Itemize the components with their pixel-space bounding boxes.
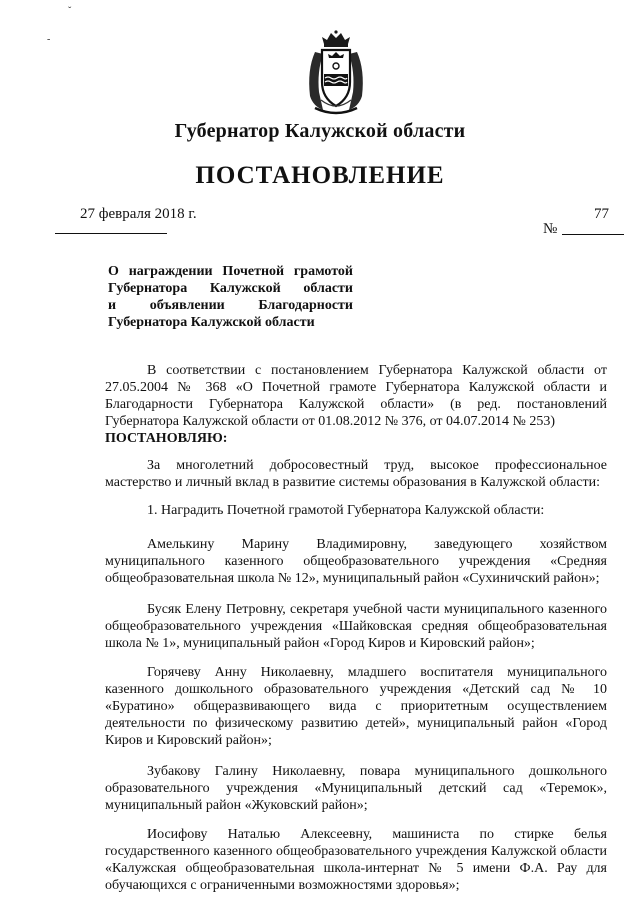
number-sign: № <box>543 221 558 237</box>
awardee-paragraph <box>105 536 607 587</box>
subject-line: О награждении Почетной грамотой <box>108 264 353 279</box>
decree-subject <box>108 263 353 331</box>
item-1-paragraph <box>105 502 607 519</box>
awardee-paragraph <box>105 763 607 814</box>
subject-line: и объявлении Благодарности <box>108 298 353 313</box>
reason-text: За многолетний добросовестный труд, высокое профессиональное мастерство и личный вклад в развитие системы образования в Калужской области: <box>105 458 607 490</box>
date-underline <box>55 233 167 234</box>
number-underline <box>562 234 624 235</box>
scan-speck: - <box>47 34 51 45</box>
awardee-text: Амелькину Марину Владимировну, заведующего хозяйством муниципального казенного общеобразовательного учреждения «Средняя общеобразовательная школа № 12», муниципальный район «Сухиничский район»; <box>105 537 607 586</box>
document-type-title: ПОСТАНОВЛЕНИЕ <box>195 162 445 189</box>
awardee-text: Бусяк Елену Петровну, секретаря учебной части муниципального казенного общеобразовательного учреждения «Шайковская средняя общеобразовательная школа № 1», муниципальный район «Город Киров и Кировский район»; <box>105 602 607 651</box>
scan-speck: ˇ <box>68 6 72 17</box>
decree-number: 77 <box>594 206 609 222</box>
awardee-paragraph <box>105 601 607 652</box>
resolve-keyword: ПОСТАНОВЛЯЮ: <box>105 431 228 446</box>
item-1-text: 1. Наградить Почетной грамотой Губернатора Калужской области: <box>147 503 545 518</box>
awardee-text: Зубакову Галину Николаевну, повара муниципального дошкольного образовательного учреждения «Муниципальный детский сад «Теремок», муниципальный район «Жуковский район»; <box>105 764 607 813</box>
awardee-text: Горячеву Анну Николаевну, младшего воспитателя муниципального казенного дошкольного образовательного учреждения «Детский сад № 10 «Буратино» общеразвивающего вида с приоритетным осуществлением деятельности по физическому развитию детей», муниципальный район «Город Киров и Кировский район»; <box>105 665 607 748</box>
subject-line: Губернатора Калужской области <box>108 315 315 330</box>
issuer-heading: Губернатор Калужской области <box>174 120 466 142</box>
preamble-text: В соответствии с постановлением Губернатора Калужской области от 27.05.2004 № 368 «О Почетной грамоте Губернатора Калужской области и Благодарности Губернатора Калужской области» (в ред. постановлений Губернатора Калужской области от 01.08.2012 № 376, от 04.07.2014 № 253) <box>105 363 607 429</box>
awardee-text: Иосифову Наталью Алексеевну, машиниста по стирке белья государственного казенного общеобразовательного учреждения Калужской области «Калужская общеобразовательная школа-интернат № 5 имени Ф.А. Рау для обучающихся с ограниченными возможностями здоровья»; <box>105 827 607 893</box>
subject-line: Губернатора Калужской области <box>108 281 353 296</box>
awardee-paragraph <box>105 664 607 749</box>
coat-of-arms-emblem <box>301 30 371 116</box>
preamble-paragraph <box>105 362 607 447</box>
awardee-paragraph <box>105 826 607 894</box>
reason-paragraph <box>105 457 607 491</box>
decree-date: 27 февраля 2018 г. <box>80 206 197 222</box>
